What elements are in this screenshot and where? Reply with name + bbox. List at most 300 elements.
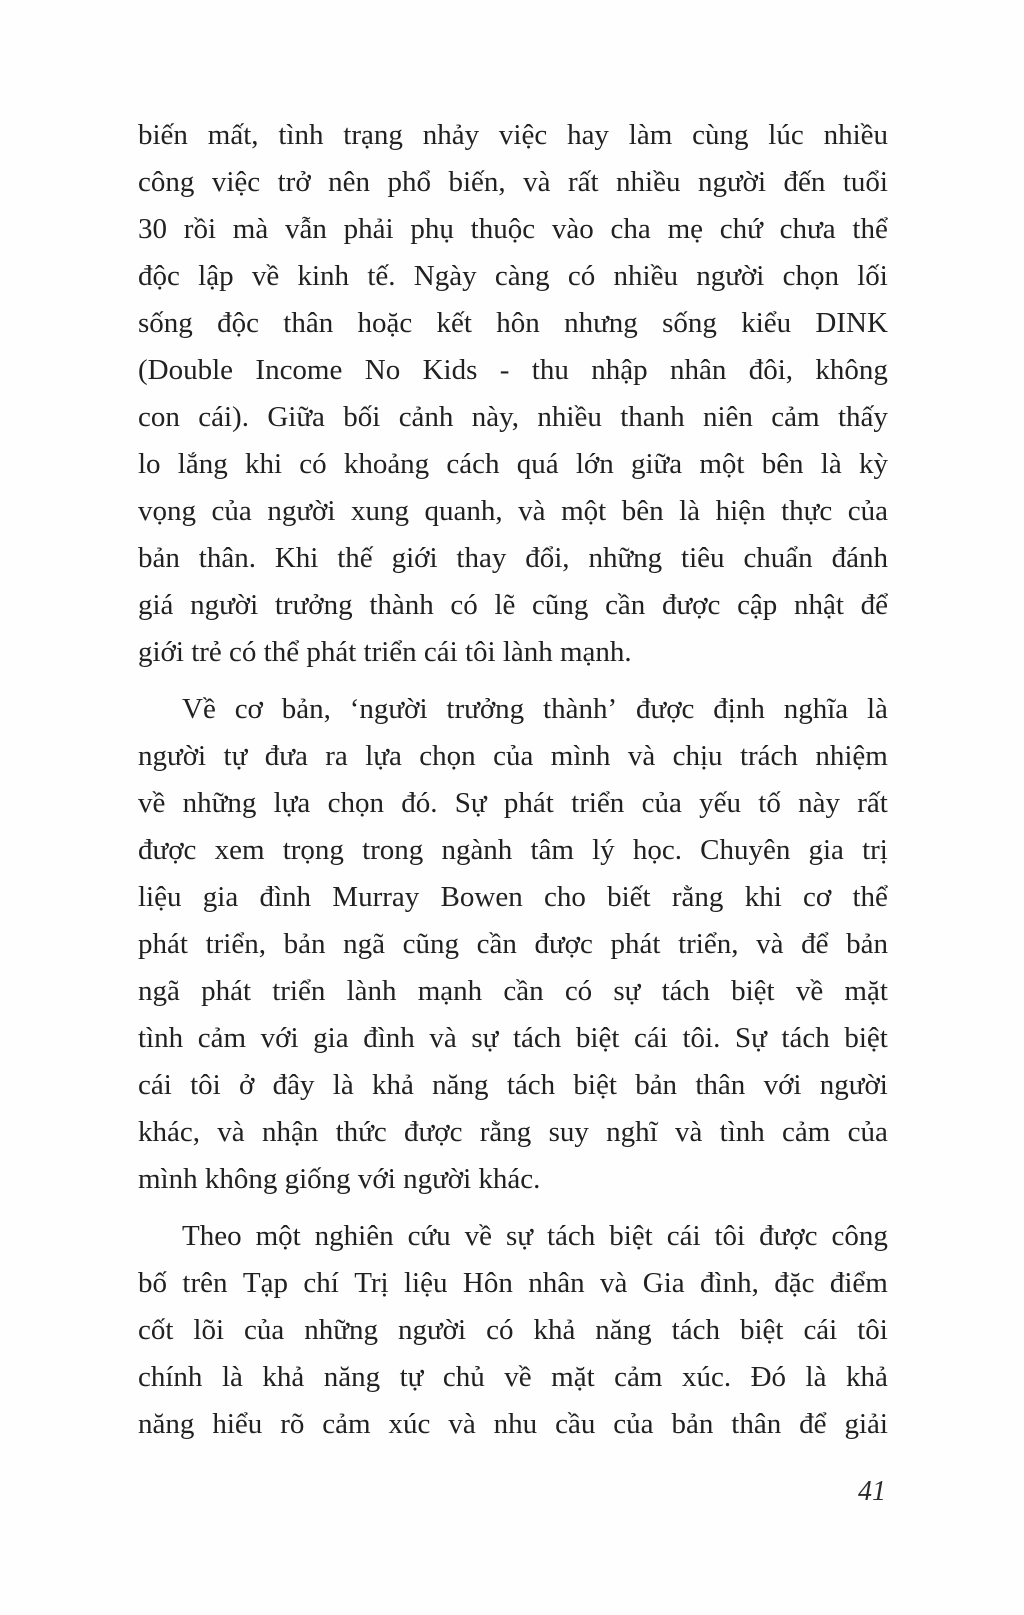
word: bản — [846, 928, 888, 960]
text-line — [138, 921, 888, 968]
word: thuộc — [470, 213, 536, 245]
word: của — [847, 495, 888, 527]
word: cần — [503, 975, 544, 1007]
text-line — [138, 253, 888, 300]
word: phổ — [387, 166, 431, 198]
word: mất, — [207, 119, 259, 151]
word: bản, — [281, 693, 331, 725]
word: kỳ — [858, 448, 888, 480]
word: mẹ — [667, 213, 703, 245]
text-line — [138, 686, 888, 733]
word: của — [493, 740, 534, 772]
word: ra — [325, 740, 348, 772]
word: cái — [666, 1220, 701, 1252]
word: cái — [634, 1022, 668, 1054]
word: rằng — [479, 1116, 532, 1148]
word: chuẩn — [743, 542, 813, 574]
word: giới — [391, 542, 438, 574]
text-line — [138, 874, 888, 921]
word: rồi — [183, 213, 216, 245]
word: Theo — [182, 1220, 242, 1252]
word: về — [138, 787, 166, 819]
word: lập — [198, 260, 234, 292]
word: đặc — [774, 1267, 815, 1299]
paragraph-1 — [138, 112, 888, 676]
word: đình — [259, 881, 312, 913]
word: lo — [138, 448, 161, 480]
word: trên — [182, 1267, 228, 1299]
word: và — [217, 1116, 245, 1148]
text-line — [138, 488, 888, 535]
word: chọn — [419, 740, 476, 772]
word: nhật — [793, 589, 844, 621]
word: phải — [343, 213, 394, 245]
word: bên — [761, 448, 804, 480]
word: - — [499, 354, 510, 386]
word: lý — [592, 834, 615, 866]
word: công — [831, 1220, 888, 1252]
word: và — [523, 166, 551, 198]
word: cho — [543, 881, 586, 913]
word: độc — [138, 260, 180, 292]
word: thể — [852, 881, 888, 913]
word: nhiều — [823, 119, 888, 151]
word: cái — [803, 1314, 838, 1346]
word: có — [567, 260, 596, 292]
word: ngã — [138, 975, 180, 1007]
word: việc — [498, 119, 548, 151]
word: Hôn — [462, 1267, 513, 1299]
word: của — [613, 1408, 654, 1440]
word: cảm — [197, 1022, 247, 1054]
text-line — [138, 535, 888, 582]
word: cơ — [234, 693, 263, 725]
text-line — [138, 1307, 888, 1354]
word: biến — [138, 119, 188, 151]
word: và — [756, 928, 784, 960]
word: thân — [283, 307, 334, 339]
word: 30 — [138, 213, 167, 245]
word: có — [486, 1314, 514, 1346]
word: những — [588, 542, 663, 574]
word: Về — [182, 693, 216, 725]
word: lành — [346, 975, 397, 1007]
word: trọng — [282, 834, 344, 866]
word: tế. — [367, 260, 396, 292]
word: phụ — [410, 213, 454, 245]
word: biệt — [573, 1069, 617, 1101]
text-line — [138, 1213, 888, 1260]
page-number: 41 — [858, 1476, 886, 1507]
word: trạng — [343, 119, 403, 151]
word: ngành — [441, 834, 513, 866]
word: mạnh — [417, 975, 483, 1007]
word: những — [182, 787, 257, 819]
text-block — [138, 112, 888, 1448]
word: suy — [548, 1116, 589, 1148]
word: bản — [671, 1408, 714, 1440]
word: người — [697, 166, 767, 198]
text-line — [138, 300, 888, 347]
word: rất — [857, 787, 888, 819]
text-line — [138, 206, 888, 253]
word: vẫn — [285, 213, 327, 245]
word: kiểu — [741, 307, 792, 339]
word: gia — [808, 834, 844, 866]
word: thay — [456, 542, 507, 574]
word: biến, — [448, 166, 506, 198]
word: rằng — [671, 881, 724, 913]
word: của — [847, 1116, 888, 1148]
word: nhân — [528, 1267, 585, 1299]
word: cảm — [771, 401, 820, 433]
text-line — [138, 1401, 888, 1448]
word: và — [518, 495, 546, 527]
word: năng — [323, 1361, 381, 1393]
word: này, — [471, 401, 520, 433]
word: tuổi — [842, 166, 888, 198]
word: năng — [138, 1408, 195, 1440]
word: học. — [632, 834, 682, 866]
word: ngã — [343, 928, 385, 960]
word: thế — [337, 542, 373, 574]
word: vọng — [138, 495, 196, 527]
word: của — [211, 495, 252, 527]
word: bố — [138, 1267, 167, 1299]
text-line — [138, 1260, 888, 1307]
word: đó. — [401, 787, 438, 819]
word: nhiều — [616, 166, 681, 198]
word: phát — [138, 928, 188, 960]
word: tách — [781, 1022, 830, 1054]
word: nghĩ — [606, 1116, 658, 1148]
word: nhưng — [564, 307, 638, 339]
word: những — [304, 1314, 378, 1346]
word: sự — [505, 1220, 533, 1252]
word: nên — [328, 166, 371, 198]
word: No — [364, 354, 401, 386]
word: con — [138, 401, 180, 433]
word: biệt — [575, 1022, 620, 1054]
word: cầu — [555, 1408, 596, 1440]
word: tình — [278, 119, 324, 151]
text-line: mình không giống với người khác. — [138, 1163, 541, 1195]
word: mình — [550, 740, 611, 772]
text-line — [138, 733, 888, 780]
word: có — [299, 448, 327, 480]
word: này — [798, 787, 840, 819]
word: cha — [610, 213, 651, 245]
word: đôi, — [748, 354, 794, 386]
word: lựa — [273, 787, 311, 819]
word: công — [138, 166, 195, 198]
word: năng — [432, 1069, 489, 1101]
word: biết — [607, 881, 651, 913]
word: biệt — [739, 1314, 784, 1346]
word: quanh, — [424, 495, 503, 527]
word: lớn — [575, 448, 614, 480]
word: khả — [533, 1314, 576, 1346]
word: là — [332, 1069, 354, 1101]
word: yếu — [699, 787, 741, 819]
text-line — [138, 159, 888, 206]
word: được — [404, 1116, 463, 1148]
word: chứ — [719, 213, 763, 245]
word: tách — [671, 1314, 720, 1346]
word: mặt — [844, 975, 888, 1007]
word: rất — [567, 166, 599, 198]
word: được — [138, 834, 197, 866]
word: đình — [363, 1022, 415, 1054]
word: cách — [446, 448, 500, 480]
word: khác, — [138, 1116, 200, 1148]
word: đánh — [831, 542, 888, 574]
word: sự — [471, 1022, 499, 1054]
word: của — [641, 787, 682, 819]
word: lối — [857, 260, 888, 292]
word: với — [763, 1069, 802, 1101]
word: vào — [551, 213, 594, 245]
word: tôi — [190, 1069, 221, 1101]
word: Income — [255, 354, 343, 386]
word: và — [674, 1116, 703, 1148]
word: trở — [277, 166, 311, 198]
word: niên — [703, 401, 753, 433]
word: Giữa — [267, 401, 325, 433]
text-line — [138, 1354, 888, 1401]
word: thanh — [620, 401, 685, 433]
word: nghiên — [314, 1220, 394, 1252]
word: Kids — [422, 354, 478, 386]
word: liệu — [404, 1267, 448, 1299]
word: chưa — [779, 213, 836, 245]
word: Đó — [750, 1361, 787, 1393]
word: quá — [516, 448, 559, 480]
word: Ngày — [413, 260, 477, 292]
word: hiện — [715, 495, 766, 527]
word: để — [801, 928, 829, 960]
word: người — [397, 1314, 467, 1346]
word: nhu — [493, 1408, 538, 1440]
word: về — [251, 260, 280, 292]
word: chí — [303, 1267, 339, 1299]
word: về — [464, 1220, 492, 1252]
word: ở — [239, 1069, 255, 1101]
word: nhảy — [422, 119, 480, 151]
word: Tạp — [242, 1267, 288, 1299]
word: nhận — [261, 1116, 319, 1148]
word: tách — [661, 975, 710, 1007]
word: thực — [781, 495, 833, 527]
word: người — [138, 740, 207, 772]
word: người — [190, 589, 259, 621]
word: trong — [362, 834, 424, 866]
word: khả — [845, 1361, 888, 1393]
word: Khi — [274, 542, 319, 574]
word: không — [815, 354, 888, 386]
text-line — [138, 1109, 888, 1156]
word: đưa — [264, 740, 308, 772]
word: phát — [610, 928, 661, 960]
word: đình, — [700, 1267, 759, 1299]
word: nhân — [669, 354, 727, 386]
word: việc — [211, 166, 261, 198]
word: cập — [737, 589, 778, 621]
word: thành — [369, 589, 434, 621]
word: thức — [335, 1116, 387, 1148]
word: xúc. — [681, 1361, 732, 1393]
word: chọn — [327, 787, 384, 819]
word: cần — [476, 928, 517, 960]
word: cái). — [198, 401, 249, 433]
text-line: giới trẻ có thể phát triển cái tôi lành mạnh. — [138, 636, 632, 668]
word: tôi. — [682, 1022, 721, 1054]
text-line — [138, 827, 888, 874]
word: người — [819, 1069, 888, 1101]
word: là — [820, 448, 842, 480]
word: bản — [138, 542, 180, 574]
word: định — [713, 693, 765, 725]
word: lúc — [768, 119, 804, 151]
word: ‘người — [349, 693, 428, 725]
word: lựa — [365, 740, 402, 772]
word: tách — [513, 1022, 562, 1054]
word: thân. — [198, 542, 256, 574]
word: thể — [852, 213, 888, 245]
word: với — [260, 1022, 299, 1054]
word: giải — [844, 1408, 888, 1440]
word: khả — [262, 1361, 305, 1393]
word: chính — [138, 1361, 203, 1393]
word: tố — [758, 787, 781, 819]
word: là — [221, 1361, 243, 1393]
word: để — [799, 1408, 827, 1440]
word: năng — [595, 1314, 652, 1346]
word: người — [696, 260, 765, 292]
word: cảm — [614, 1361, 663, 1393]
word: cảm — [322, 1408, 371, 1440]
word: trưởng — [446, 693, 525, 725]
word: là — [867, 693, 888, 725]
word: cần — [605, 589, 646, 621]
text-line — [138, 582, 888, 629]
word: Trị — [354, 1267, 389, 1299]
word: giữa — [630, 448, 683, 480]
word: khi — [244, 448, 282, 480]
word: thu — [531, 354, 569, 386]
word: tự — [223, 740, 248, 772]
word: về — [504, 1361, 532, 1393]
paragraph-3 — [138, 1213, 888, 1448]
word: chủ — [442, 1361, 485, 1393]
word: nhiều — [613, 260, 678, 292]
word: thấy — [837, 401, 888, 433]
text-line — [138, 347, 888, 394]
word: và — [448, 1408, 476, 1440]
word: DINK — [815, 307, 888, 339]
word: tiêu — [681, 542, 725, 574]
word: bản — [635, 1069, 678, 1101]
text-line — [138, 968, 888, 1015]
word: xem — [214, 834, 265, 866]
word: được — [534, 928, 593, 960]
word: hoặc — [357, 307, 413, 339]
word: gia — [202, 881, 239, 913]
word: bản — [283, 928, 326, 960]
word: tình — [138, 1022, 184, 1054]
word: xúc — [388, 1408, 431, 1440]
text-line — [138, 394, 888, 441]
word: biệt — [844, 1022, 888, 1054]
word: nghĩa — [783, 693, 849, 725]
word: lắng — [177, 448, 228, 480]
word: cảnh — [398, 401, 454, 433]
word: cái — [138, 1069, 172, 1101]
word: cũng — [402, 928, 459, 960]
word: thân — [731, 1408, 782, 1440]
word: tự — [399, 1361, 424, 1393]
word: trị — [862, 834, 888, 866]
word: thân — [695, 1069, 746, 1101]
word: triển, — [205, 928, 266, 960]
word: và — [600, 1267, 628, 1299]
text-line — [138, 112, 888, 159]
word: của — [244, 1314, 285, 1346]
word: trách — [739, 740, 798, 772]
text-line — [138, 1062, 888, 1109]
word: và — [627, 740, 656, 772]
word: hôn — [496, 307, 540, 339]
word: Murray — [332, 881, 420, 913]
word: nhiệm — [815, 740, 888, 772]
text-line — [138, 1015, 888, 1062]
word: nhiều — [537, 401, 602, 433]
word: khả — [372, 1069, 414, 1101]
word: sự — [613, 975, 641, 1007]
word: điểm — [829, 1267, 888, 1299]
word: được — [635, 693, 695, 725]
word: phát — [503, 787, 554, 819]
word: biệt — [609, 1220, 653, 1252]
word: cứu — [407, 1220, 451, 1252]
word: cốt — [138, 1314, 174, 1346]
word: khoảng — [343, 448, 430, 480]
word: biệt — [731, 975, 775, 1007]
word: cùng — [692, 119, 749, 151]
word: xung — [350, 495, 409, 527]
word: để — [860, 589, 888, 621]
word: sống — [138, 307, 193, 339]
word: lõi — [193, 1314, 225, 1346]
word: được — [661, 589, 721, 621]
word: người — [267, 495, 336, 527]
word: càng — [494, 260, 550, 292]
word: gia — [313, 1022, 349, 1054]
word: độc — [217, 307, 259, 339]
word: kết — [436, 307, 472, 339]
word: là — [805, 1361, 827, 1393]
word: lẽ — [494, 589, 516, 621]
word: hiểu — [212, 1408, 263, 1440]
word: được — [759, 1220, 818, 1252]
word: bối — [343, 401, 381, 433]
word: cơ — [803, 881, 832, 913]
word: cũng — [532, 589, 589, 621]
paragraph-2 — [138, 686, 888, 1203]
word: Bowen — [440, 881, 523, 913]
word: tách — [506, 1069, 556, 1101]
word: đến — [783, 166, 826, 198]
